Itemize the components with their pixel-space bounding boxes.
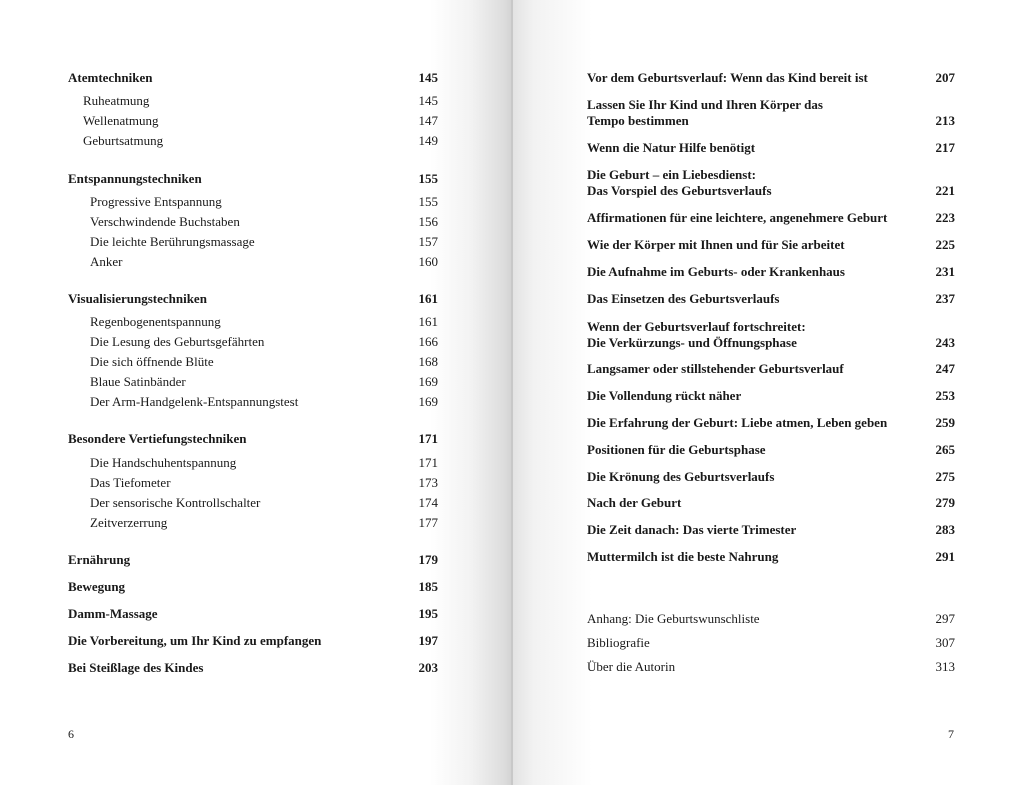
toc-entry-page: 275	[935, 469, 955, 484]
toc-entry-page: 259	[935, 415, 955, 430]
toc-entry-page: 197	[418, 633, 438, 648]
toc-entry	[68, 515, 438, 531]
toc-entry	[587, 140, 955, 156]
toc-entry	[587, 635, 955, 651]
toc-entry-title: Die Lesung des Geburtsgefährten	[90, 334, 265, 349]
toc-entry-page: 221	[935, 183, 955, 198]
toc-entry-page: 156	[418, 214, 438, 229]
toc-entry	[68, 171, 438, 187]
toc-entry-page: 283	[935, 522, 955, 537]
toc-entry-title: Muttermilch ist die beste Nahrung	[587, 549, 779, 564]
toc-entry	[68, 606, 438, 622]
toc-entry-page: 195	[418, 606, 438, 621]
toc-entry-title: Anker	[90, 254, 123, 269]
toc-entry	[68, 495, 438, 511]
toc-entry	[587, 97, 955, 129]
toc-entry-page: 243	[935, 335, 955, 350]
toc-entry-title: Damm-Massage	[68, 606, 158, 621]
toc-entry	[587, 522, 955, 538]
toc-entry-page: 169	[418, 394, 438, 409]
toc-entry-title: Die Zeit danach: Das vierte Trimester	[587, 522, 797, 537]
toc-left-column	[68, 0, 438, 785]
toc-entry-title: Die leichte Berührungsmassage	[90, 234, 255, 249]
toc-entry	[68, 633, 438, 649]
toc-entry-title: Die Handschuhentspannung	[90, 455, 237, 470]
toc-entry	[68, 70, 438, 86]
toc-entry	[587, 659, 955, 675]
toc-entry-page: 169	[418, 374, 438, 389]
toc-entry	[587, 70, 955, 86]
toc-entry-page: 225	[935, 237, 955, 252]
toc-entry-title: Wenn die Natur Hilfe benötigt	[587, 140, 756, 155]
toc-entry-title: Bewegung	[68, 579, 126, 594]
toc-entry-title: Regenbogenentspannung	[90, 314, 221, 329]
toc-entry-page: 145	[418, 70, 438, 85]
toc-right-column	[587, 0, 955, 785]
toc-entry-page: 291	[935, 549, 955, 564]
toc-entry-page: 297	[935, 611, 955, 626]
toc-entry-title: Nach der Geburt	[587, 495, 682, 510]
toc-entry-title: Besondere Vertiefungstechniken	[68, 431, 247, 446]
toc-entry-title: Verschwindende Buchstaben	[90, 214, 240, 229]
toc-entry-page: 147	[418, 113, 438, 128]
toc-entry	[587, 442, 955, 458]
toc-entry-title: Geburtsatmung	[83, 133, 164, 148]
toc-entry-page: 157	[418, 234, 438, 249]
toc-entry-page: 149	[418, 133, 438, 148]
toc-entry-title: Die Vollendung rückt näher	[587, 388, 742, 403]
toc-entry	[587, 167, 955, 199]
page-number-left: 6	[68, 727, 74, 741]
toc-entry-page: 237	[935, 291, 955, 306]
page-number-right: 7	[948, 727, 954, 741]
toc-entry-title: Vor dem Geburtsverlauf: Wenn das Kind bereit ist	[587, 70, 868, 85]
toc-entry-title: Lassen Sie Ihr Kind und Ihren Körper das Tempo bestimmen	[587, 97, 823, 128]
toc-entry-page: 223	[935, 210, 955, 225]
toc-entry-title: Blaue Satinbänder	[90, 374, 186, 389]
toc-entry-title: Der Arm-Handgelenk-Entspannungstest	[90, 394, 299, 409]
toc-entry	[68, 552, 438, 568]
toc-entry-page: 145	[418, 93, 438, 108]
toc-entry-page: 279	[935, 495, 955, 510]
toc-entry	[68, 214, 438, 230]
toc-entry-title: Die Geburt – ein Liebesdienst: Das Vorspiel des Geburtsverlaufs	[587, 167, 772, 198]
toc-entry	[587, 388, 955, 404]
toc-entry	[68, 234, 438, 250]
toc-entry	[587, 291, 955, 307]
toc-entry-title: Zeitverzerrung	[90, 515, 168, 530]
toc-entry	[68, 314, 438, 330]
toc-entry	[68, 579, 438, 595]
toc-entry-page: 203	[418, 660, 438, 675]
toc-entry-page: 231	[935, 264, 955, 279]
toc-entry	[68, 194, 438, 210]
toc-entry-title: Bibliografie	[587, 635, 650, 650]
toc-entry-title: Die Aufnahme im Geburts- oder Krankenhaus	[587, 264, 845, 279]
toc-entry-title: Die Erfahrung der Geburt: Liebe atmen, Leben geben	[587, 415, 888, 430]
toc-entry	[68, 334, 438, 350]
toc-entry-page: 171	[418, 455, 438, 470]
toc-entry	[587, 319, 955, 351]
toc-entry-title: Progressive Entspannung	[90, 194, 222, 209]
toc-entry-page: 265	[935, 442, 955, 457]
toc-entry-title: Wie der Körper mit Ihnen und für Sie arbeitet	[587, 237, 845, 252]
toc-entry-page: 313	[935, 659, 955, 674]
toc-entry-page: 161	[418, 314, 438, 329]
toc-entry-title: Über die Autorin	[587, 659, 676, 674]
toc-entry	[68, 475, 438, 491]
toc-entry-page: 174	[418, 495, 438, 510]
toc-entry-title: Positionen für die Geburtsphase	[587, 442, 766, 457]
toc-entry-title: Die Vorbereitung, um Ihr Kind zu empfangen	[68, 633, 322, 648]
toc-entry-page: 166	[418, 334, 438, 349]
toc-entry-page: 185	[418, 579, 438, 594]
toc-entry-title: Die sich öffnende Blüte	[90, 354, 214, 369]
toc-entry	[68, 254, 438, 270]
toc-entry	[68, 660, 438, 676]
toc-entry-title: Atemtechniken	[68, 70, 153, 85]
toc-entry-title: Ernährung	[68, 552, 131, 567]
toc-entry-page: 155	[418, 194, 438, 209]
toc-entry-title: Der sensorische Kontrollschalter	[90, 495, 261, 510]
toc-entry-title: Entspannungstechniken	[68, 171, 202, 186]
toc-entry-page: 217	[935, 140, 955, 155]
toc-entry	[68, 455, 438, 471]
toc-entry-title: Anhang: Die Geburtswunschliste	[587, 611, 760, 626]
toc-entry-page: 155	[418, 171, 438, 186]
toc-entry	[68, 431, 438, 447]
toc-entry	[587, 495, 955, 511]
toc-entry	[68, 291, 438, 307]
toc-entry	[587, 549, 955, 565]
toc-entry-page: 160	[418, 254, 438, 269]
toc-entry-page: 171	[418, 431, 438, 446]
toc-entry-title: Das Einsetzen des Geburtsverlaufs	[587, 291, 780, 306]
toc-entry-page: 307	[935, 635, 955, 650]
toc-entry-title: Die Krönung des Geburtsverlaufs	[587, 469, 775, 484]
toc-entry-page: 177	[418, 515, 438, 530]
toc-entry	[68, 93, 438, 109]
toc-entry-page: 253	[935, 388, 955, 403]
toc-entry	[68, 354, 438, 370]
toc-entry-title: Ruheatmung	[83, 93, 150, 108]
toc-entry-page: 173	[418, 475, 438, 490]
toc-entry	[587, 611, 955, 627]
toc-entry-page: 247	[935, 361, 955, 376]
toc-entry-page: 213	[935, 113, 955, 128]
toc-entry	[587, 469, 955, 485]
toc-entry-title: Visualisierungstechniken	[68, 291, 207, 306]
toc-entry-page: 161	[418, 291, 438, 306]
toc-entry	[587, 361, 955, 377]
toc-entry-title: Das Tiefometer	[90, 475, 171, 490]
toc-entry	[587, 415, 955, 431]
toc-entry-title: Wenn der Geburtsverlauf fortschreitet: Die Verkürzungs- und Öffnungsphase	[587, 319, 806, 350]
toc-entry	[68, 133, 438, 149]
toc-entry-page: 168	[418, 354, 438, 369]
toc-entry-title: Wellenatmung	[83, 113, 159, 128]
book-spine	[511, 0, 513, 785]
toc-entry-title: Langsamer oder stillstehender Geburtsverlauf	[587, 361, 844, 376]
toc-entry	[68, 394, 438, 410]
toc-entry-page: 207	[935, 70, 955, 85]
toc-entry	[587, 264, 955, 280]
toc-entry-title: Affirmationen für eine leichtere, angenehmere Geburt	[587, 210, 888, 225]
toc-entry-title: Bei Steißlage des Kindes	[68, 660, 204, 675]
toc-entry	[587, 210, 955, 226]
toc-entry	[68, 374, 438, 390]
toc-entry	[68, 113, 438, 129]
toc-entry-page: 179	[418, 552, 438, 567]
toc-entry	[587, 237, 955, 253]
